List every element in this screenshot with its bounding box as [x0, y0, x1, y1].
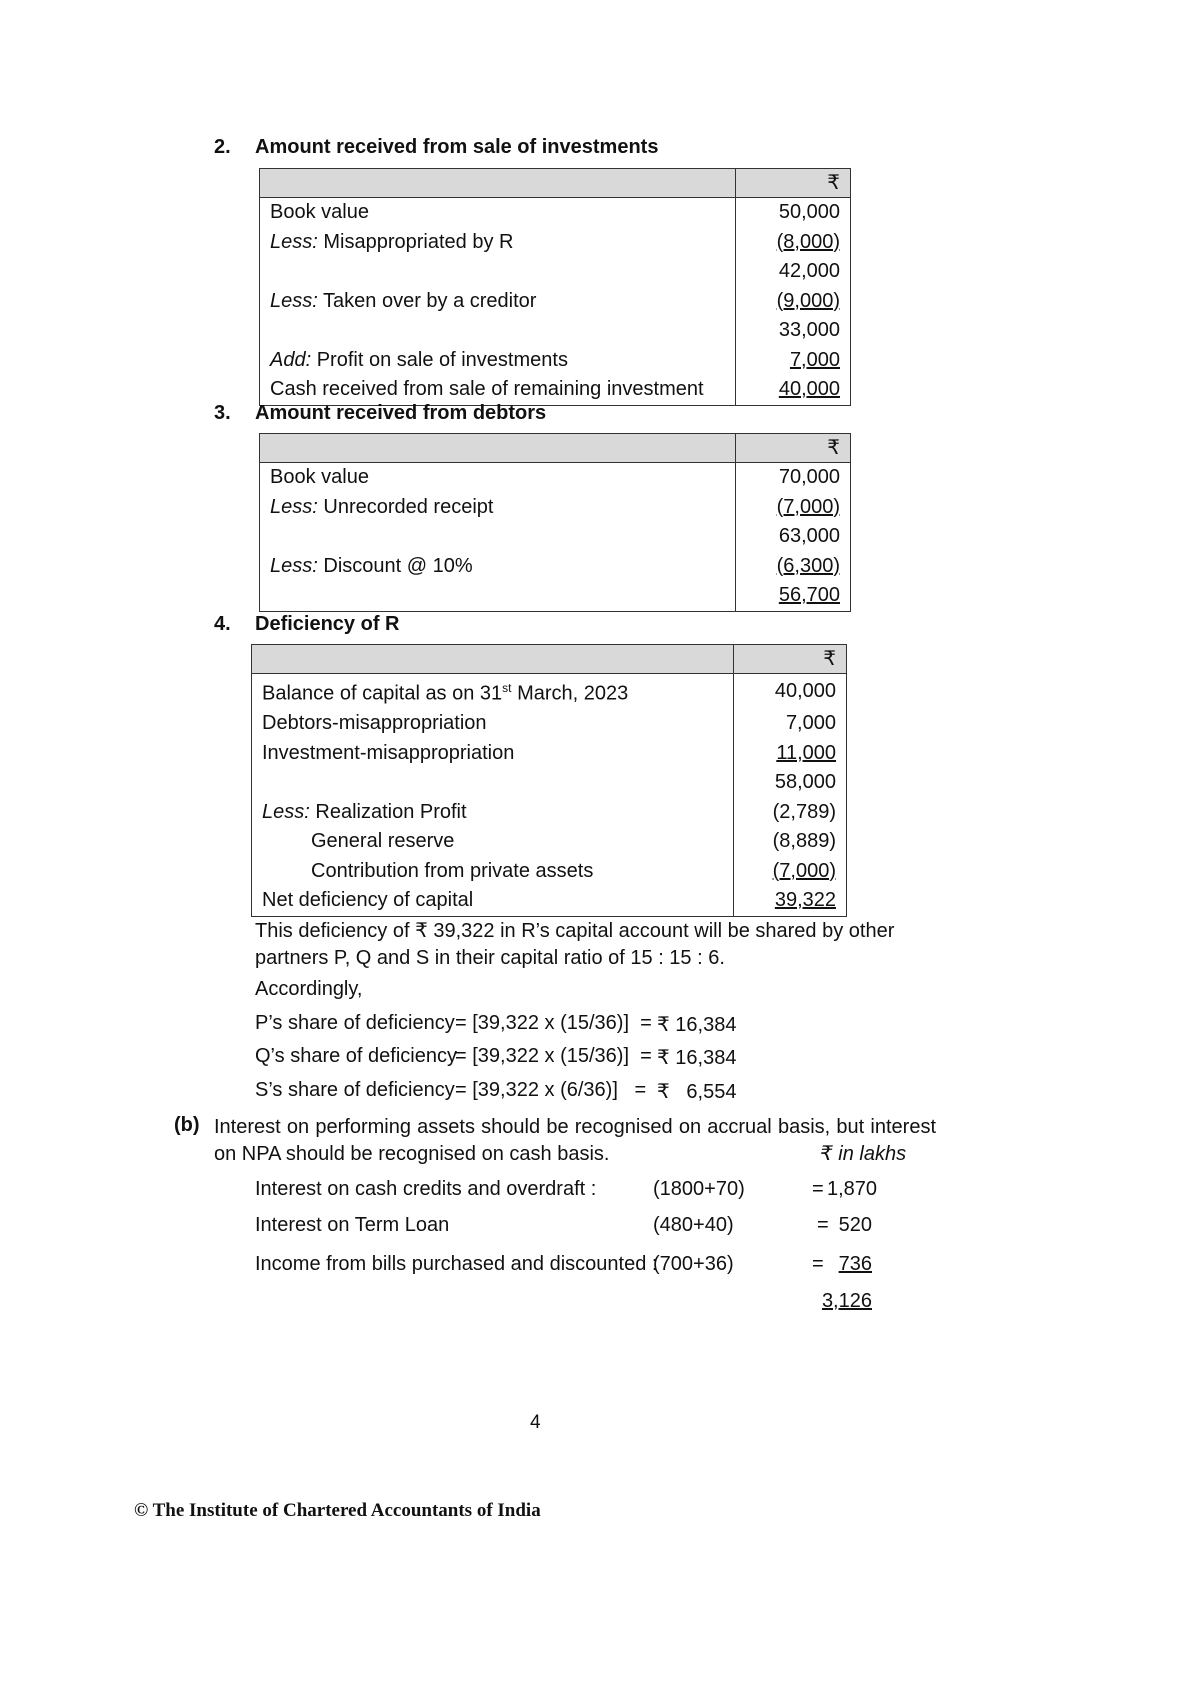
currency-symbol: ₹: [736, 434, 851, 463]
table-row: 56,700: [260, 581, 851, 611]
section-title: Amount received from debtors: [255, 402, 547, 424]
table-row: Less: Unrecorded receipt (7,000): [260, 493, 851, 523]
table-row: Debtors-misappropriation 7,000: [252, 709, 847, 739]
section-number: 3.: [214, 402, 231, 424]
table-row: 63,000: [260, 522, 851, 552]
section-number: 4.: [214, 613, 231, 635]
table-header-row: [260, 434, 851, 463]
income-label: Income from bills purchased and discounted :: [255, 1253, 658, 1275]
table-row: Net deficiency of capital 39,322: [252, 886, 847, 916]
income-value: 736: [838, 1253, 872, 1275]
share-formula: = [39,322 x (15/36)] =: [455, 1012, 652, 1034]
footer-copyright: © The Institute of Chartered Accountants of India: [134, 1500, 541, 1521]
currency-symbol: ₹: [736, 169, 851, 198]
table-row: Investment-misappropriation 11,000: [252, 739, 847, 769]
table-row: General reserve (8,889): [252, 827, 847, 857]
table-row: Less: Misappropriated by R (8,000): [260, 228, 851, 258]
table-row: Less: Realization Profit (2,789): [252, 798, 847, 828]
income-calc: (700+36): [653, 1253, 734, 1275]
share-label: P’s share of deficiency: [255, 1012, 455, 1034]
section-number: 2.: [214, 136, 231, 158]
share-formula: = [39,322 x (6/36)] =: [455, 1079, 647, 1101]
income-calc: (480+40): [653, 1214, 734, 1236]
accordingly-text: Accordingly,: [255, 978, 363, 1000]
table-header-row: [252, 645, 847, 674]
table-row: Less: Discount @ 10% (6,300): [260, 552, 851, 582]
income-total: 3,126: [821, 1290, 872, 1312]
income-label: Interest on Term Loan: [255, 1214, 450, 1236]
table-row: Add: Profit on sale of investments 7,000: [260, 346, 851, 376]
share-value: ₹ 16,384: [657, 1014, 737, 1036]
income-value: 520: [838, 1214, 872, 1236]
income-label: Interest on cash credits and overdraft :: [255, 1178, 597, 1200]
debtors-table: [259, 433, 851, 612]
share-formula: = [39,322 x (15/36)] =: [455, 1045, 652, 1067]
income-eq: =: [812, 1178, 824, 1200]
section-title: Deficiency of R: [255, 613, 400, 635]
unit-label: ₹ in lakhs: [820, 1143, 907, 1165]
deficiency-table: [251, 644, 847, 917]
table-row: Less: Taken over by a creditor (9,000): [260, 287, 851, 317]
share-label: S’s share of deficiency: [255, 1079, 455, 1101]
income-eq: =: [817, 1214, 829, 1236]
share-value: ₹ 16,384: [657, 1047, 737, 1069]
table-row: Balance of capital as on 31st March, 2023 40,000: [252, 674, 847, 710]
deficiency-note: This deficiency of ₹ 39,322 in R’s capital account will be shared by other partners P, Q and S in their capital ratio of 15 : 15 : 6.: [255, 920, 895, 969]
share-value: ₹ 6,554: [657, 1081, 737, 1103]
part-marker: (b): [174, 1114, 200, 1136]
table-row: 42,000: [260, 257, 851, 287]
table-row: Book value 70,000: [260, 463, 851, 493]
investments-table: [259, 168, 851, 406]
currency-symbol: ₹: [734, 645, 847, 674]
part-b-text: Interest on performing assets should be recognised on accrual basis, but interest on NPA should be recognised on cash basis.: [214, 1116, 936, 1165]
table-row: Contribution from private assets (7,000): [252, 857, 847, 887]
section-title: Amount received from sale of investments: [255, 136, 659, 158]
table-row: 33,000: [260, 316, 851, 346]
table-row: 58,000: [252, 768, 847, 798]
page-number: 4: [530, 1412, 541, 1433]
share-label: Q’s share of deficiency: [255, 1045, 457, 1067]
table-row: Cash received from sale of remaining investment 40,000: [260, 375, 851, 405]
income-calc: (1800+70): [653, 1178, 745, 1200]
table-header-row: [260, 169, 851, 198]
table-row: Book value 50,000: [260, 198, 851, 228]
income-value: 1,870: [827, 1178, 878, 1200]
income-eq: =: [812, 1253, 824, 1275]
